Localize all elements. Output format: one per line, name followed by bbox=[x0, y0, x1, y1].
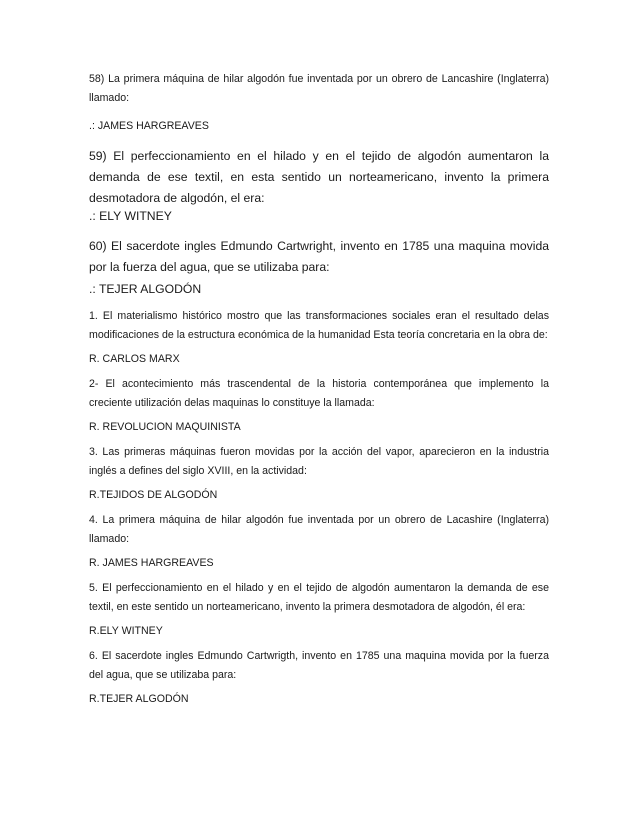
answer-1: R. CARLOS MARX bbox=[89, 353, 180, 365]
answer-60: .: TEJER ALGODÓN bbox=[89, 282, 202, 296]
answer-58: .: JAMES HARGREAVES bbox=[89, 120, 209, 132]
answer-5: R.ELY WITNEY bbox=[89, 625, 163, 637]
answer-3: R.TEJIDOS DE ALGODÓN bbox=[89, 489, 218, 501]
question-6: 6. El sacerdote ingles Edmundo Cartwrigth, invento en 1785 una maquina movida por la fuerza del agua, que se utilizaba para: bbox=[89, 650, 549, 681]
question-60: 60) El sacerdote ingles Edmundo Cartwright, invento en 1785 una maquina movida por la fuerza del agua, que se utilizaba para: bbox=[89, 239, 549, 274]
question-58: 58) La primera máquina de hilar algodón fue inventada por un obrero de Lancashire (Inglaterra) llamado: bbox=[89, 73, 549, 104]
answer-2: R. REVOLUCION MAQUINISTA bbox=[89, 421, 241, 433]
question-5: 5. El perfeccionamiento en el hilado y en el tejido de algodón aumentaron la demanda de ese textil, en este sentido un norteamericano, invento la primera desmotadora de algodón, él era: bbox=[89, 582, 549, 613]
answer-6: R.TEJER ALGODÓN bbox=[89, 693, 189, 705]
question-59: 59) El perfeccionamiento en el hilado y en el tejido de algodón aumentaron la demanda de ese textil, en esta sentido un norteamericano, invento la primera desmotadora de algodón, el era: bbox=[89, 149, 549, 205]
question-1: 1. El materialismo histórico mostro que las transformaciones sociales eran el resultado delas modificaciones de la estructura económica de la humanidad Esta teoría concretaria en la obra de: bbox=[89, 310, 549, 341]
answer-4: R. JAMES HARGREAVES bbox=[89, 557, 214, 569]
question-4: 4. La primera máquina de hilar algodón fue inventada por un obrero de Lacashire (Inglaterra) llamado: bbox=[89, 514, 549, 545]
question-2: 2- El acontecimiento más trascendental de la historia contemporánea que implemento la creciente utilización delas maquinas lo constituye la llamada: bbox=[89, 378, 549, 409]
answer-59: .: ELY WITNEY bbox=[89, 209, 172, 223]
question-3: 3. Las primeras máquinas fueron movidas por la acción del vapor, aparecieron en la industria inglés a defines del siglo XVIII, en la actividad: bbox=[89, 446, 549, 477]
